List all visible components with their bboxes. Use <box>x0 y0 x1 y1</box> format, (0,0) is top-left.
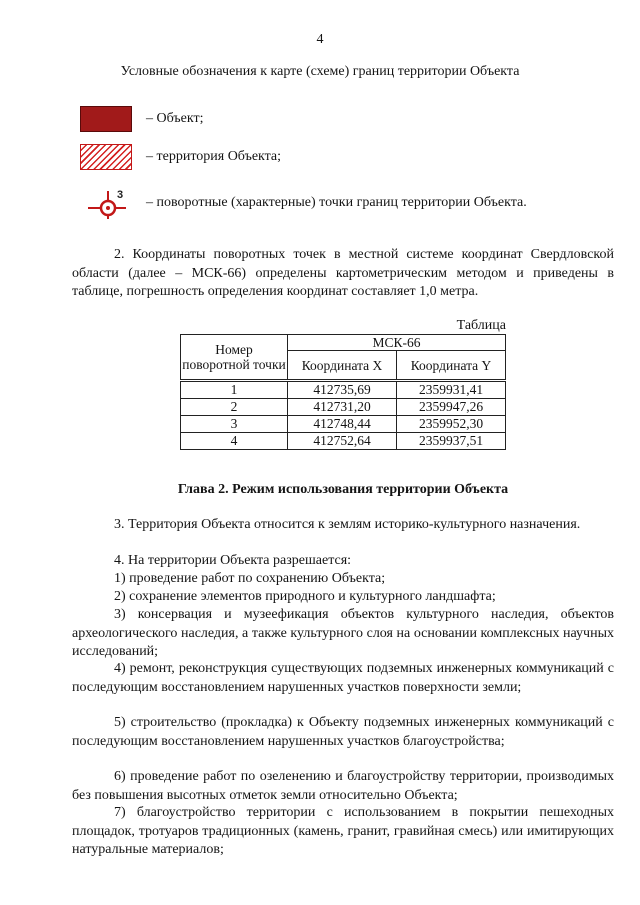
header-coordinate-system: МСК-66 <box>288 335 506 351</box>
header-x: Координата X <box>288 351 397 381</box>
point-number-label: 3 <box>117 189 124 201</box>
table-row <box>181 399 506 416</box>
paragraph-4: 4. На территории Объекта разрешается: <box>114 553 352 568</box>
object-fill-swatch <box>80 106 132 132</box>
territory-hatch-swatch <box>80 144 132 170</box>
y-cell: 2359952,30 <box>397 416 506 433</box>
list-item: 3) консервация и музеефикация объектов культурного наследия, объектов археологического наследия, а также культурного слоя на основании комплексных научных исследований; <box>72 607 614 659</box>
x-cell: 412748,44 <box>288 416 397 433</box>
header-y: Координата Y <box>397 351 506 381</box>
legend-label: – территория Объекта; <box>146 149 282 164</box>
y-cell: 2359947,26 <box>397 399 506 416</box>
list-item: 5) строительство (прокладка) к Объекту подземных инженерных коммуникаций с последующим восстановлением нарушенных участков благоустройства; <box>72 715 614 749</box>
list-item: 1) проведение работ по сохранению Объекта; <box>114 571 386 586</box>
table-row <box>181 433 506 450</box>
page-number: 4 <box>316 32 324 47</box>
legend-label: – поворотные (характерные) точки границ территории Объекта. <box>146 195 527 210</box>
point-number-cell: 4 <box>181 433 288 450</box>
list-item: 4) ремонт, реконструкция существующих подземных инженерных коммуникаций с последующим восстановлением нарушенных участков поверхности земли; <box>72 661 614 695</box>
list-item: 6) проведение работ по озеленению и благоустройству территории, производимых без повышения высотных отметок земли относительно Объекта; <box>72 769 614 803</box>
list-item: 7) благоустройство территории с использованием в покрытии пешеходных площадок, тротуаров традиционных (камень, гранит, гравийная смесь) или имитирующих натуральные материалов; <box>72 805 614 857</box>
paragraph-3: 3. Территория Объекта относится к землям историко-культурного назначения. <box>114 517 581 532</box>
header-point-number: Номер поворотной точки <box>181 335 288 381</box>
point-number-cell: 2 <box>181 399 288 416</box>
coordinates-table <box>180 334 506 450</box>
turning-point-icon <box>80 186 132 220</box>
legend-title: Условные обозначения к карте (схеме) границ территории Объекта <box>120 64 520 79</box>
legend-item-territory <box>80 144 281 170</box>
table-row <box>181 416 506 433</box>
legend-item-turning-point <box>80 186 527 220</box>
point-number-cell: 1 <box>181 381 288 399</box>
point-number-cell: 3 <box>181 416 288 433</box>
table-row <box>181 381 506 399</box>
x-cell: 412735,69 <box>288 381 397 399</box>
list-item: 2) сохранение элементов природного и культурного ландшафта; <box>114 589 496 604</box>
y-cell: 2359937,51 <box>397 433 506 450</box>
paragraph-2: 2. Координаты поворотных точек в местной системе координат Свердловской области (далее – МСК-66) определены картометрическим методом и приведены в таблице, погрешность определения координат составляет 1,0 метра. <box>72 247 614 299</box>
chapter-title: Глава 2. Режим использования территории Объекта <box>177 482 509 497</box>
legend-item-object <box>80 106 203 132</box>
legend-label: – Объект; <box>146 111 204 126</box>
x-cell: 412731,20 <box>288 399 397 416</box>
x-cell: 412752,64 <box>288 433 397 450</box>
y-cell: 2359931,41 <box>397 381 506 399</box>
table-caption: Таблица <box>456 318 506 333</box>
